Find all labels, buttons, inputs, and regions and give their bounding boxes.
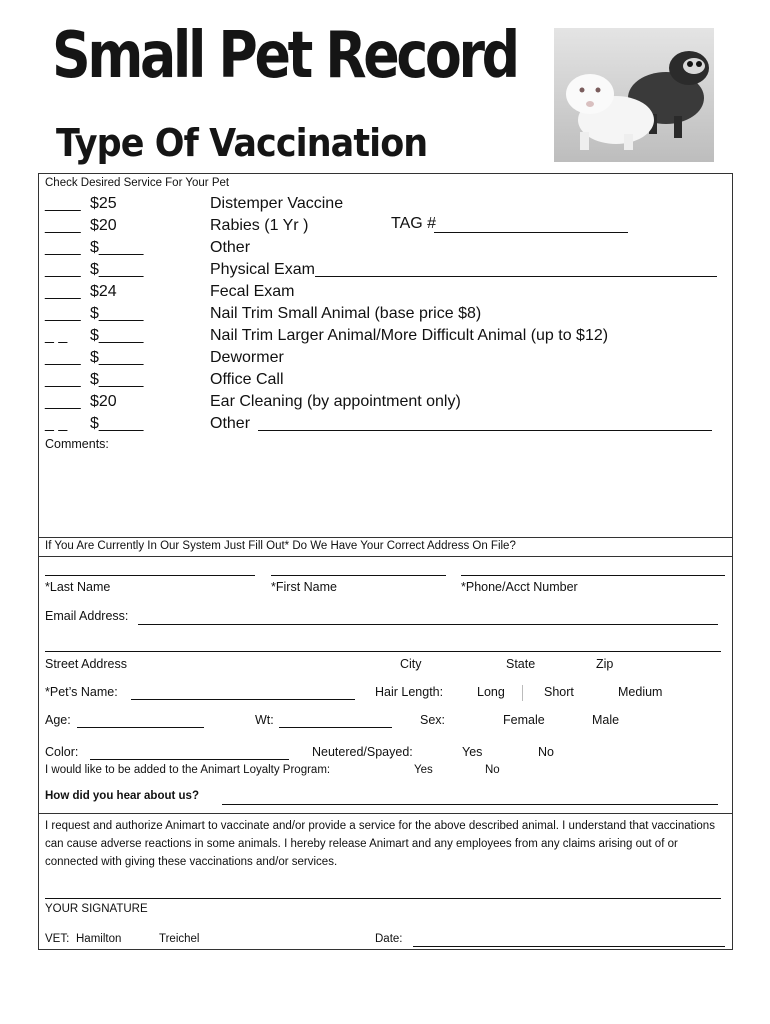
- signature-label: YOUR SIGNATURE: [45, 903, 148, 915]
- email-field[interactable]: [138, 624, 718, 625]
- city-label: City: [400, 657, 422, 671]
- section-divider: [38, 813, 732, 814]
- hair-option-short[interactable]: Short: [544, 685, 574, 699]
- service-name: Other: [210, 239, 251, 256]
- service-price: $24: [90, 283, 117, 300]
- service-name: Rabies (1 Yr ): [210, 217, 309, 234]
- service-price: $25: [90, 195, 117, 212]
- service-check-field[interactable]: ____: [45, 217, 81, 234]
- page-title: Small Pet Record: [52, 19, 517, 93]
- page-subtitle: Type Of Vaccination: [56, 121, 428, 165]
- email-label: Email Address:: [45, 609, 129, 623]
- sex-label: Sex:: [420, 713, 446, 727]
- section-divider: [38, 537, 732, 538]
- street-label: Street Address: [45, 657, 127, 671]
- service-name: Office Call: [210, 371, 284, 388]
- tag-field[interactable]: [434, 232, 628, 233]
- service-check-field[interactable]: _ _: [45, 327, 68, 344]
- hear-field[interactable]: [222, 804, 718, 805]
- wt-field[interactable]: [279, 727, 392, 728]
- pet-name-field[interactable]: [131, 699, 355, 700]
- service-price: $_____: [90, 415, 144, 432]
- service-name: Physical Exam: [210, 261, 315, 278]
- consent-text: I request and authorize Animart to vaccinate and/or provide a service for the above described animal. I understand that vaccinations can cause adverse reactions in some animals. I hereby release Animart and any employees from any claims arising out of or connected with giving these vaccinations and/or services.: [45, 820, 715, 868]
- service-price: $_____: [90, 371, 144, 388]
- service-price: $_____: [90, 261, 144, 278]
- pet-name-label: *Pet’s Name:: [45, 685, 118, 699]
- service-check-field[interactable]: ____: [45, 349, 81, 366]
- section-divider: [38, 556, 732, 557]
- service-price: $20: [90, 217, 117, 234]
- hair-option-medium[interactable]: Medium: [618, 685, 663, 699]
- age-field[interactable]: [77, 727, 204, 728]
- first-name-label: *First Name: [271, 580, 337, 594]
- vet-label: VET:: [45, 933, 70, 945]
- phone-label: *Phone/Acct Number: [461, 580, 578, 594]
- signature-field[interactable]: [45, 898, 721, 899]
- service-price: $20: [90, 393, 117, 410]
- vet-option-hamilton[interactable]: Hamilton: [76, 933, 122, 945]
- wt-label: Wt:: [255, 713, 274, 727]
- tag-label: TAG #: [391, 215, 437, 232]
- state-label: State: [506, 657, 536, 671]
- address-field[interactable]: [45, 651, 721, 652]
- client-note: If You Are Currently In Our System Just Fill Out* Do We Have Your Correct Address On File?: [45, 540, 516, 552]
- color-field[interactable]: [90, 759, 289, 760]
- comments-label: Comments:: [45, 437, 109, 451]
- other-service-field[interactable]: [258, 430, 712, 431]
- last-name-field[interactable]: [45, 575, 255, 576]
- hair-option-divider: [522, 685, 523, 701]
- service-name: Nail Trim Larger Animal/More Difficult Animal (up to $12): [210, 327, 609, 344]
- service-price: $_____: [90, 349, 144, 366]
- service-check-field[interactable]: ____: [45, 371, 81, 388]
- phone-field[interactable]: [461, 575, 725, 576]
- zip-label: Zip: [596, 657, 614, 671]
- last-name-label: *Last Name: [45, 580, 111, 594]
- service-name: Fecal Exam: [210, 283, 295, 300]
- service-name: Nail Trim Small Animal (base price $8): [210, 305, 482, 322]
- physical-exam-field[interactable]: [315, 276, 717, 277]
- ferret-photo: [554, 28, 714, 162]
- date-field[interactable]: [413, 946, 725, 947]
- comments-area[interactable]: [45, 455, 725, 535]
- service-name: Dewormer: [210, 349, 284, 366]
- service-price: $_____: [90, 327, 144, 344]
- loyalty-label: I would like to be added to the Animart Loyalty Program:: [45, 764, 331, 776]
- hair-option-long[interactable]: Long: [477, 685, 505, 699]
- service-price: $_____: [90, 305, 144, 322]
- service-check-field[interactable]: ____: [45, 305, 81, 322]
- service-check-field[interactable]: ____: [45, 261, 81, 278]
- service-check-field[interactable]: ____: [45, 283, 81, 300]
- service-price: $_____: [90, 239, 144, 256]
- service-name: Distemper Vaccine: [210, 195, 344, 212]
- service-name: Ear Cleaning (by appointment only): [210, 393, 461, 410]
- neutered-label: Neutered/Spayed:: [312, 745, 413, 759]
- color-label: Color:: [45, 745, 79, 759]
- sex-option-male[interactable]: Male: [592, 713, 620, 727]
- vet-option-treichel[interactable]: Treichel: [159, 933, 200, 945]
- hear-label: How did you hear about us?: [45, 790, 199, 802]
- sex-option-female[interactable]: Female: [503, 713, 545, 727]
- service-check-field[interactable]: ____: [45, 195, 81, 212]
- age-label: Age:: [45, 713, 71, 727]
- neutered-option-yes[interactable]: Yes: [462, 745, 483, 759]
- neutered-option-no[interactable]: No: [538, 745, 554, 759]
- date-label: Date:: [375, 933, 403, 945]
- service-name: Other: [210, 415, 251, 432]
- first-name-field[interactable]: [271, 575, 446, 576]
- loyalty-option-no[interactable]: No: [485, 764, 500, 776]
- loyalty-option-yes[interactable]: Yes: [414, 764, 433, 776]
- services-instruction: Check Desired Service For Your Pet: [45, 177, 230, 189]
- service-check-field[interactable]: ____: [45, 239, 81, 256]
- service-check-field[interactable]: _ _: [45, 415, 68, 432]
- service-check-field[interactable]: ____: [45, 393, 81, 410]
- hair-length-label: Hair Length:: [375, 685, 444, 699]
